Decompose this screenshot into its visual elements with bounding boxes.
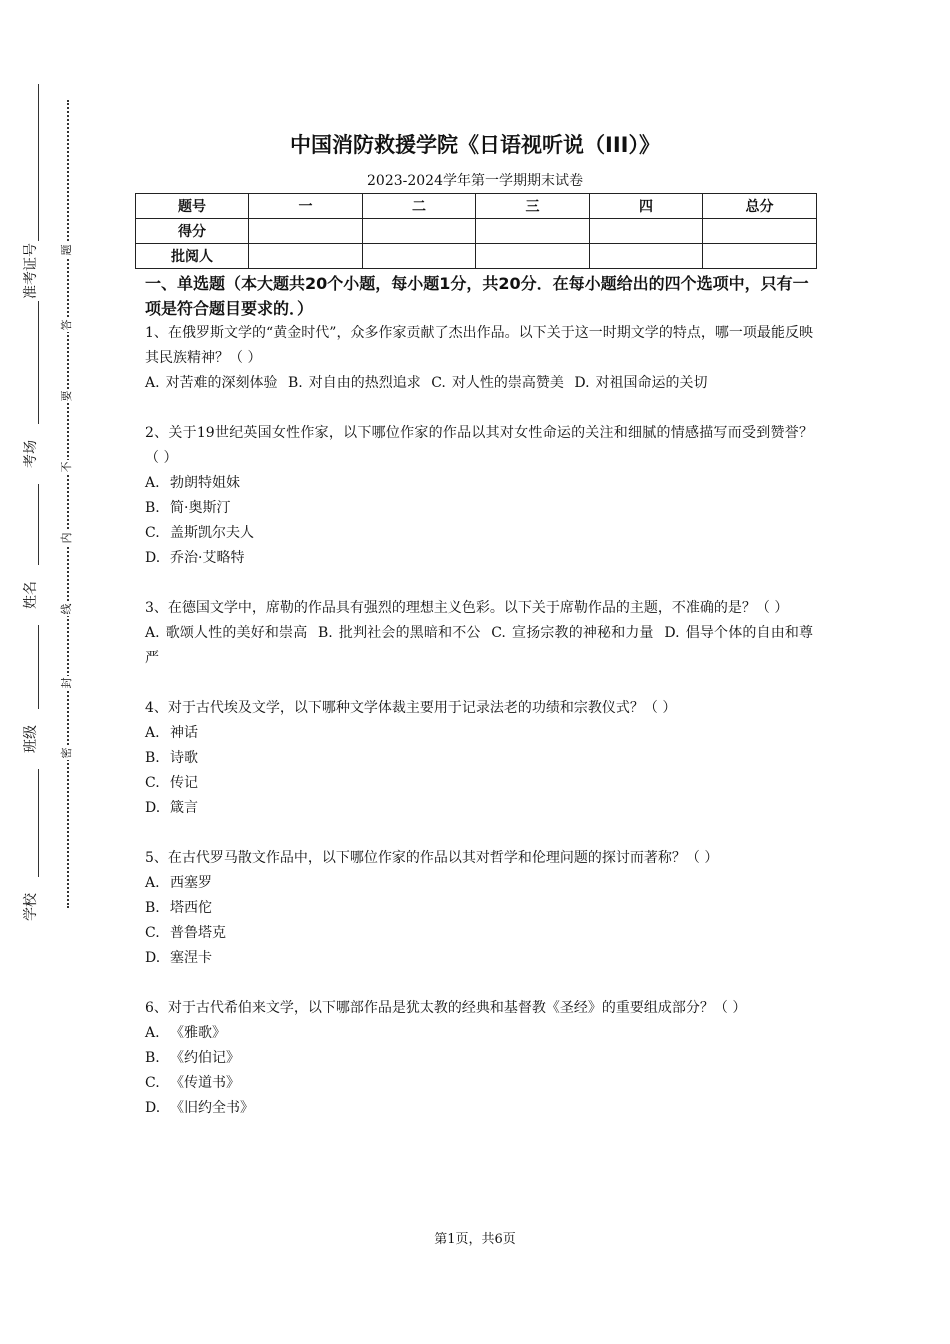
question-stem: 3、在德国文学中，席勒的作品具有强烈的理想主义色彩。以下关于席勒作品的主题，不准确的是？（ ） xyxy=(145,600,789,616)
option-letter: A. xyxy=(145,475,160,491)
option-letter: A. xyxy=(145,1025,160,1041)
option-letter: A. xyxy=(145,725,160,741)
answer-option[interactable] xyxy=(145,1071,813,1096)
answer-option[interactable] xyxy=(145,946,813,971)
score-cell[interactable] xyxy=(363,219,476,244)
question-block xyxy=(145,846,813,971)
option-text: 对祖国命运的关切 xyxy=(595,375,708,391)
seal-char: 密 xyxy=(60,747,73,759)
option-letter: C. xyxy=(145,775,160,791)
question-stem: 2、关于19世纪英国女性作家，以下哪位作家的作品以其对女性命运的关注和细腻的情感描写而受到赞誉？（ ） xyxy=(145,425,813,466)
option-letter: C. xyxy=(145,525,160,541)
seal-char: 封 xyxy=(60,677,73,689)
answer-option[interactable] xyxy=(288,375,421,391)
seal-char: 答 xyxy=(60,319,73,331)
option-text: 歌颂人性的美好和崇高 xyxy=(165,625,308,641)
question-block xyxy=(145,321,813,396)
question-list xyxy=(145,321,813,1146)
reviewer-cell[interactable] xyxy=(249,244,363,269)
answer-option[interactable] xyxy=(145,796,813,821)
field-exam-room-label: 考场 xyxy=(23,424,39,484)
reviewer-cell[interactable] xyxy=(703,244,817,269)
option-text: 箴言 xyxy=(170,800,198,816)
option-text: 塞涅卡 xyxy=(170,950,212,966)
option-line xyxy=(145,621,813,671)
question-stem: 5、在古代罗马散文作品中，以下哪位作家的作品以其对哲学和伦理问题的探讨而著称？（ ） xyxy=(145,850,719,866)
score-cell[interactable] xyxy=(703,219,817,244)
question-stem: 1、在俄罗斯文学的“黄金时代”，众多作家贡献了杰出作品。以下关于这一时期文学的特点，哪一项最能反映其民族精神？（ ） xyxy=(145,325,813,366)
score-table-header-cell: 总分 xyxy=(703,194,817,219)
answer-option[interactable] xyxy=(145,1046,813,1071)
exam-subtitle: 2023-2024学年第一学期期末试卷 xyxy=(367,173,583,189)
score-table-header-cell: 三 xyxy=(476,194,590,219)
field-exam-number-label: 准考证号 xyxy=(23,243,39,299)
field-name-label: 姓名 xyxy=(23,565,39,625)
option-letter: D. xyxy=(145,950,161,966)
answer-option[interactable] xyxy=(145,496,813,521)
option-letter: D. xyxy=(145,550,161,566)
score-table-header-cell: 一 xyxy=(249,194,363,219)
option-text: 倡导个体的自由和尊严 xyxy=(145,625,814,666)
option-text: 《旧约全书》 xyxy=(170,1100,254,1116)
option-text: 批判社会的黑暗和不公 xyxy=(338,625,481,641)
answer-option[interactable] xyxy=(145,746,813,771)
option-text: 勃朗特姐妹 xyxy=(170,475,240,491)
score-cell[interactable] xyxy=(590,219,703,244)
score-table xyxy=(135,193,817,269)
option-letter: C. xyxy=(145,925,160,941)
score-cell[interactable] xyxy=(249,219,363,244)
option-text: 对人性的崇高赞美 xyxy=(451,375,564,391)
answer-option[interactable] xyxy=(318,625,481,641)
section-heading: 一、单选题（本大题共20个小题，每小题1分，共20分．在每小题给出的四个选项中，只有一项是符合题目要求的．） xyxy=(145,274,809,318)
answer-option[interactable] xyxy=(145,375,278,391)
answer-option[interactable] xyxy=(574,375,707,391)
answer-option[interactable] xyxy=(145,625,307,641)
option-text: 西塞罗 xyxy=(170,875,212,891)
seal-char: 题 xyxy=(60,244,73,256)
question-stem: 4、对于古代埃及文学，以下哪种文学体裁主要用于记录法老的功绩和宗教仪式？（ ） xyxy=(145,700,677,716)
seal-char: 内 xyxy=(60,532,73,544)
answer-option[interactable] xyxy=(431,375,564,391)
seal-char: 要 xyxy=(60,390,73,402)
option-letter: A. xyxy=(145,875,160,891)
option-text: 普鲁塔克 xyxy=(170,925,226,941)
option-text: 传记 xyxy=(170,775,198,791)
option-letter: D. xyxy=(145,1100,161,1116)
option-text: 乔治·艾略特 xyxy=(170,550,245,566)
option-letter: B. xyxy=(318,625,333,641)
answer-option[interactable] xyxy=(145,546,813,571)
question-block xyxy=(145,596,813,671)
score-table-row-label: 得分 xyxy=(136,219,249,244)
score-table-header-cell: 四 xyxy=(590,194,703,219)
answer-option[interactable] xyxy=(145,471,813,496)
option-letter: B. xyxy=(145,750,160,766)
answer-option[interactable] xyxy=(145,1021,813,1046)
option-letter: B. xyxy=(288,375,303,391)
option-line xyxy=(145,371,813,396)
option-text: 诗歌 xyxy=(170,750,198,766)
option-letter: C. xyxy=(431,375,446,391)
option-text: 神话 xyxy=(170,725,198,741)
answer-option[interactable] xyxy=(145,721,813,746)
option-letter: A. xyxy=(145,375,160,391)
binding-solid-line xyxy=(38,84,39,926)
page-number: 第1页，共6页 xyxy=(434,1232,516,1247)
question-block xyxy=(145,421,813,571)
score-table-header-cell: 二 xyxy=(363,194,476,219)
option-letter: B. xyxy=(145,500,160,516)
option-text: 宣扬宗教的神秘和力量 xyxy=(511,625,654,641)
seal-char: 不 xyxy=(60,461,73,473)
score-table-row xyxy=(136,219,817,244)
score-table-header-cell: 题号 xyxy=(136,194,249,219)
question-stem: 6、对于古代希伯来文学，以下哪部作品是犹太教的经典和基督教《圣经》的重要组成部分？（ ） xyxy=(145,1000,747,1016)
option-text: 《雅歌》 xyxy=(170,1025,226,1041)
reviewer-cell[interactable] xyxy=(590,244,703,269)
score-table-row xyxy=(136,244,817,269)
option-letter: C. xyxy=(145,1075,160,1091)
answer-option[interactable] xyxy=(145,871,813,896)
option-text: 盖斯凯尔夫人 xyxy=(170,525,254,541)
option-letter: A. xyxy=(145,625,160,641)
answer-option[interactable] xyxy=(145,521,813,546)
field-class-label: 班级 xyxy=(23,709,39,769)
answer-option[interactable] xyxy=(145,1096,813,1121)
question-block xyxy=(145,996,813,1121)
answer-option[interactable] xyxy=(491,625,654,641)
option-text: 塔西佗 xyxy=(170,900,212,916)
option-text: 《约伯记》 xyxy=(170,1050,240,1066)
seal-dotted-line xyxy=(67,100,69,908)
score-table-header-row xyxy=(136,194,817,219)
answer-option[interactable] xyxy=(145,896,813,921)
option-letter: D. xyxy=(145,800,161,816)
option-text: 《传道书》 xyxy=(170,1075,240,1091)
question-block xyxy=(145,696,813,821)
reviewer-cell[interactable] xyxy=(476,244,590,269)
option-letter: D. xyxy=(664,625,680,641)
score-cell[interactable] xyxy=(476,219,590,244)
answer-option[interactable] xyxy=(145,921,813,946)
option-letter: D. xyxy=(574,375,590,391)
option-text: 简·奥斯汀 xyxy=(170,500,231,516)
option-letter: B. xyxy=(145,900,160,916)
field-school-label: 学校 xyxy=(23,877,39,937)
score-table-row-label: 批阅人 xyxy=(136,244,249,269)
option-letter: C. xyxy=(491,625,506,641)
option-letter: B. xyxy=(145,1050,160,1066)
exam-title: 中国消防救援学院《日语视听说（III）》 xyxy=(290,133,660,157)
option-text: 对苦难的深刻体验 xyxy=(165,375,278,391)
reviewer-cell[interactable] xyxy=(363,244,476,269)
option-text: 对自由的热烈追求 xyxy=(308,375,421,391)
answer-option[interactable] xyxy=(145,771,813,796)
seal-char: 线 xyxy=(60,603,73,615)
